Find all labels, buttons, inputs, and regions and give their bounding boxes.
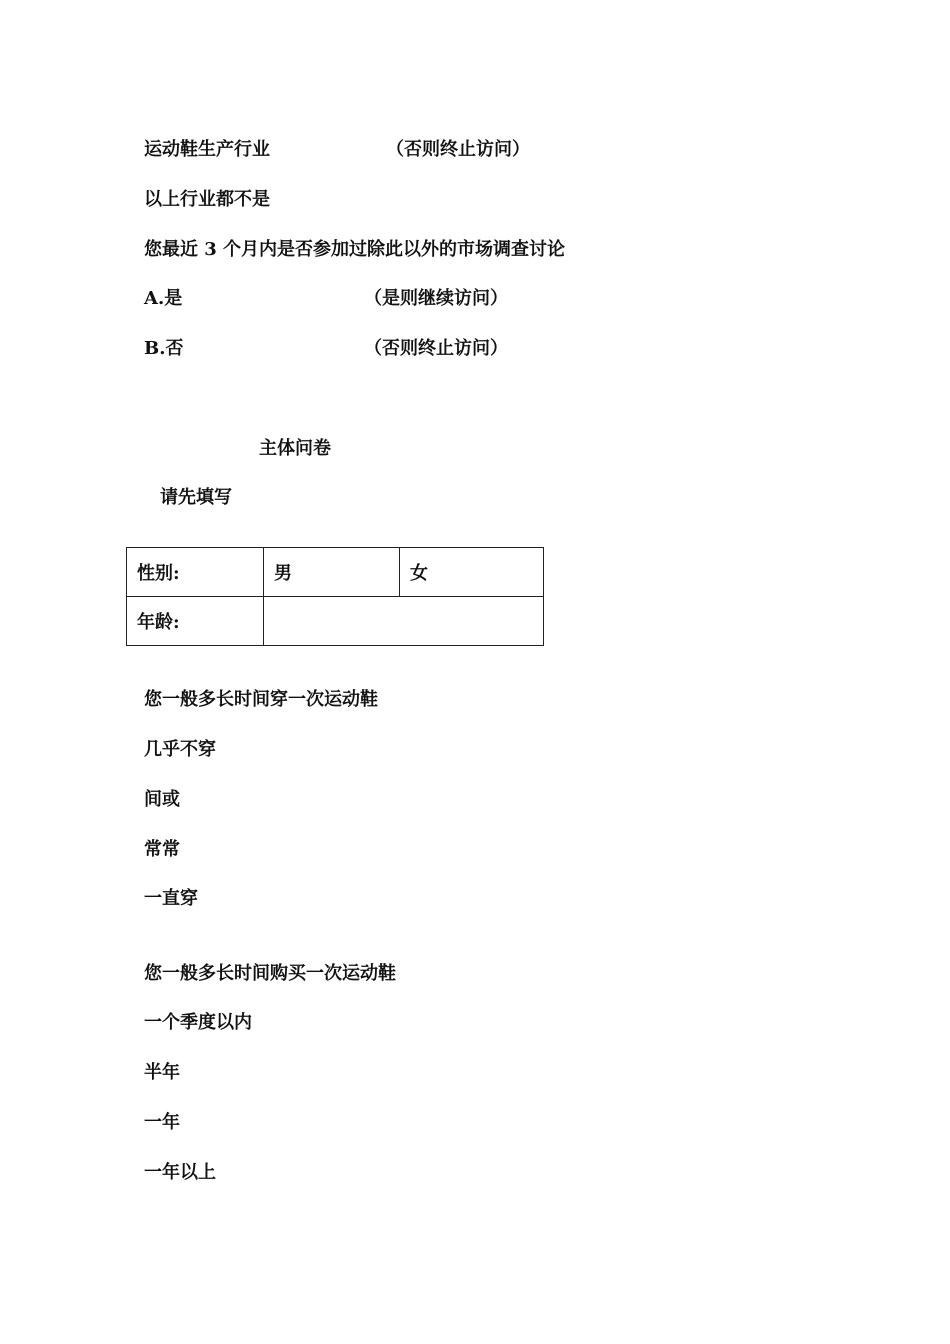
question-recent-survey: 您最近 3 个月内是否参加过除此以外的市场调查讨论 <box>144 239 566 260</box>
option-none: 以上行业都不是 <box>144 189 270 210</box>
table-row-age <box>127 597 544 646</box>
question-buy-frequency: 您一般多长时间购买一次运动鞋 <box>144 963 396 984</box>
answer-yes: A.是 <box>144 288 183 309</box>
respondent-info-table <box>126 547 544 646</box>
buy-option-one-year[interactable]: 一年 <box>144 1112 180 1133</box>
buy-option-half-year[interactable]: 半年 <box>144 1062 180 1083</box>
instruction-fill-first: 请先填写 <box>160 487 232 508</box>
age-label: 年龄: <box>127 597 264 646</box>
gender-female-option[interactable]: 女 <box>400 548 544 597</box>
main-questionnaire-title: 主体问卷 <box>259 438 331 459</box>
answer-no-note: （否则终止访问） <box>364 338 508 359</box>
option-shoe-industry: 运动鞋生产行业 <box>144 139 270 160</box>
buy-option-over-one-year[interactable]: 一年以上 <box>144 1162 216 1183</box>
gender-male-option[interactable]: 男 <box>264 548 400 597</box>
wear-option-occasionally[interactable]: 间或 <box>144 789 180 810</box>
question-wear-frequency: 您一般多长时间穿一次运动鞋 <box>144 689 378 710</box>
option-shoe-industry-note: （否则终止访问） <box>386 139 530 160</box>
answer-no: B.否 <box>144 338 184 359</box>
gender-label: 性别: <box>127 548 264 597</box>
wear-option-almost-never[interactable]: 几乎不穿 <box>144 739 216 760</box>
buy-option-within-quarter[interactable]: 一个季度以内 <box>144 1012 252 1033</box>
table-row-gender <box>127 548 544 597</box>
answer-yes-note: （是则继续访问） <box>364 288 508 309</box>
wear-option-often[interactable]: 常常 <box>144 839 180 860</box>
age-field[interactable] <box>264 597 544 646</box>
wear-option-always[interactable]: 一直穿 <box>144 888 198 909</box>
